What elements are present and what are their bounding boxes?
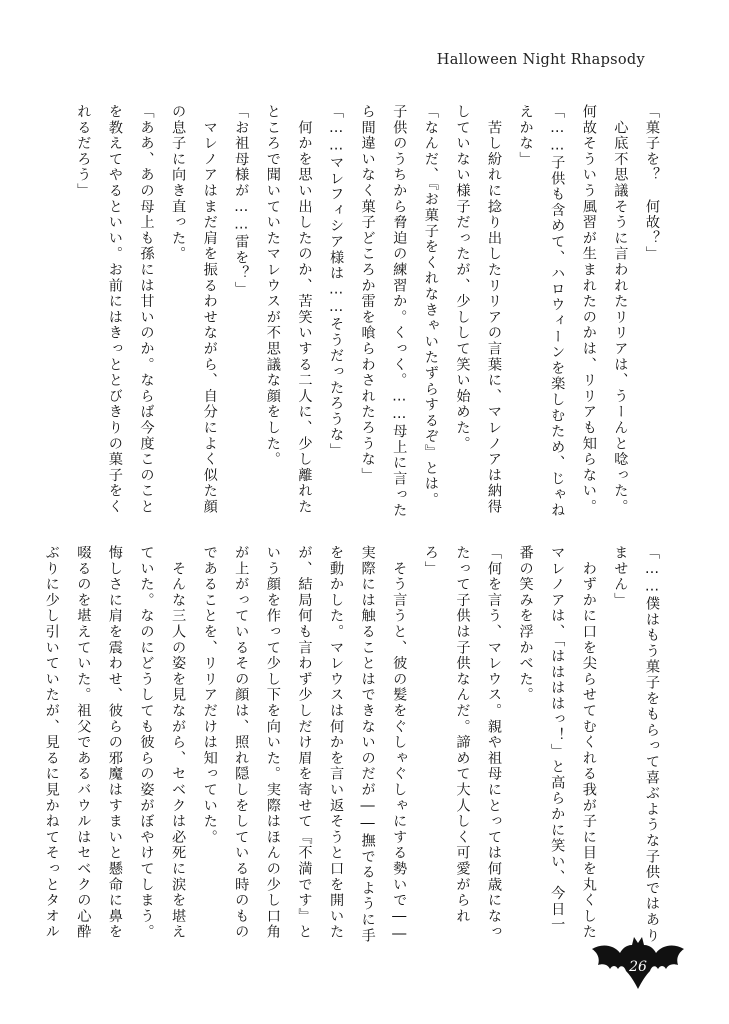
paragraph: そんな三人の姿を見ながら、セベクは必死に涙を堪えていた。なのにどうしても彼らの姿がぼやけてしまう。悔しさに肩を震わせ、彼らの邪魔はすまいと懸命に鼻を啜るのを堪えていた。祖父であるバウルはセベクの心酔ぶりに少し引いていたが、見るに見かねてそっとタオル [43, 545, 187, 940]
paragraph: 「なんだ、『お菓子をくれなきゃいたずらするぞ』とは。子供のうちから脅迫の練習か。くっく。……母上に言ったら間違いなく菓子どころか雷を喰らわされたろうな」 [359, 104, 439, 519]
paragraph: 何かを思い出したのか、苦笑いする二人に、少し離れたところで聞いていたマレウスが不思議な顔をした。 [264, 104, 313, 515]
paragraph: 心底不思議そうに言われたリリアは、うーんと唸った。何故そういう風習が生まれたのかは、リリアも知らない。 [580, 104, 629, 515]
text-column-lower [43, 545, 667, 945]
paragraph: 「何を言う、マレウス。親や祖母にとっては何歳になったって子供は子供なんだ。諦めて大人しく可愛がられろ」 [422, 545, 503, 940]
paragraph: 苦し紛れに捻り出したリリアの言葉に、マレノアは納得していない様子だったが、少しして笑い始めた。 [454, 104, 503, 515]
paragraph: 「お祖母様が……雷を？」 [233, 104, 250, 298]
paragraph: 「ああ、あの母上も孫には甘いのか。ならば今度このことを教えてやるといい。お前にはきっととびきりの菓子をくれるだろう」 [75, 104, 155, 515]
paragraph: 「……子供も含めて、ハロウィーンを楽しむため、じゃねえかな」 [517, 104, 566, 519]
text-column-upper [75, 104, 667, 519]
paragraph: マレノアはまだ肩を振るわせながら、自分によく似た顔の息子に向き直った。 [170, 104, 218, 515]
paragraph: わずかに口を尖らせてむくれる我が子に目を丸くしたマレノアは、「ははははっ！」と高らかに笑い、今日一番の笑みを浮かべた。 [517, 545, 597, 940]
paragraph: そう言うと、彼の髪をぐしゃぐしゃにする勢いで――実際には触ることはできないのだが――撫でるように手を動かした。マレウスは何かを言い返そうと口を開いたが、結局何も言わず少しだけ眉を寄せて『不満です』という顔を作って少し下を向いた。実際はほんの少し口角が上がっているその顔は、照れ隠しをしている時のものであることを、リリアだけは知っていた。 [201, 545, 408, 944]
paragraph: 「……僕はもう菓子をもらって喜ぶような子供ではありません」 [612, 545, 660, 944]
running-header: Halloween Night Rhapsody [436, 52, 645, 68]
paragraph: 「……マレフィシア様は……そうだったろうな」 [328, 104, 345, 459]
page-number: 26 [629, 959, 647, 975]
page-number-badge [590, 935, 686, 991]
paragraph: 「菓子を？ 何故？」 [644, 104, 660, 262]
